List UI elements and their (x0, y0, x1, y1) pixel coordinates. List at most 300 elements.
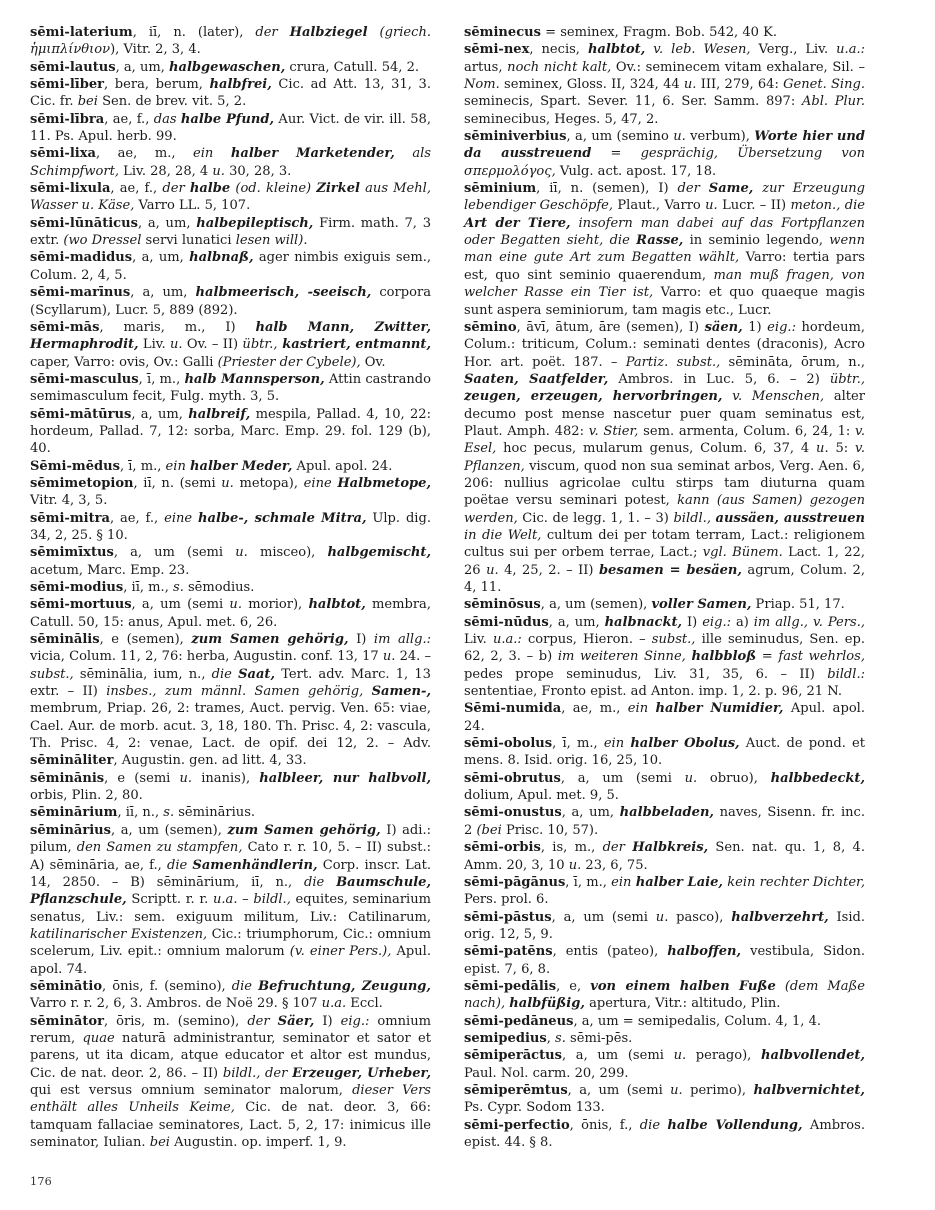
entry-citation: , a, um (semi (560, 770, 685, 786)
entry-headword: sēminātio (30, 978, 103, 994)
entry-headword: sēmi-masculus (30, 371, 139, 387)
entry-citation: corpus, Hieron. – (521, 632, 652, 648)
dictionary-entry (464, 874, 865, 909)
entry-citation: Varro: tertia pars est, quo sint seminio quaerendum, (464, 250, 865, 283)
dictionary-entry (30, 24, 431, 59)
entry-citation: Apul. apol. 74. (30, 944, 431, 977)
entry-citation: Attin castrando semimasculum fecit, Fulg. myth. 3, 5. (30, 371, 431, 405)
entry-headword: sēmi-pedāneus (464, 1013, 574, 1029)
entry-citation: Scriptt. r. r. (126, 892, 213, 908)
dictionary-entry (464, 1047, 865, 1082)
entry-gloss: halbbedeckt, (770, 770, 865, 786)
entry-gloss: halbleer, nur halbvoll, (259, 770, 431, 786)
entry-note: quae (82, 1030, 115, 1046)
entry-citation: Vulg. act. apost. 17, 18. (555, 163, 717, 179)
entry-note: noch nicht kalt, (507, 59, 612, 75)
entry-citation: a) (731, 614, 754, 630)
dictionary-entry (464, 943, 865, 978)
entry-citation: 1) (742, 319, 768, 335)
entry-headword: sēmi-mās (30, 319, 100, 335)
entry-citation: , ōnis, f. (semino), (102, 978, 232, 994)
entry-note: (od. kleine) (230, 181, 317, 197)
entry-note: u. (229, 597, 242, 613)
entry-note: u. (179, 770, 193, 786)
page-number: 176 (30, 1175, 52, 1188)
entry-note: u. (684, 770, 698, 786)
entry-citation: sententiae, Fronto epist. ad Anton. imp. 1, 2. p. 96, 21 N. (464, 684, 842, 700)
entry-citation: membra, Catull. 50, 15: anus, Apul. met. 6, 26. (30, 597, 431, 630)
entry-gloss: halbe Vollendung, (667, 1117, 803, 1133)
entry-citation: Cic. ad Att. 13, 31, 3. Cic. fr. (30, 77, 431, 110)
entry-citation: apertura, Vitr.: altitudo, Plin. (584, 996, 781, 1012)
entry-note: ein (193, 146, 231, 162)
entry-note: fast wehrlos, (778, 649, 865, 665)
entry-citation: 23, 6, 75. (581, 857, 648, 873)
entry-citation: 4, 25, 2. – II) (498, 562, 599, 578)
entry-note: u.a. (321, 996, 347, 1012)
entry-citation: sēminālia, ium, n., (73, 666, 212, 682)
entry-citation: 5: (828, 441, 856, 457)
dictionary-entry (464, 1030, 865, 1047)
entry-note: v. Pflanzen, (464, 441, 865, 474)
dictionary-entry (464, 180, 865, 319)
entry-note: Partiz. subst., (625, 354, 721, 370)
entry-gloss: Befruchtung, Zeugung, (258, 978, 431, 994)
dictionary-entry (464, 804, 865, 839)
entry-citation: seminecibus, Heges. 5, 47, 2. (464, 111, 659, 127)
entry-note: übtr., (242, 337, 278, 353)
entry-citation: pedes prope seminudus, Liv. 31, 35, 6. – II) (464, 666, 828, 682)
entry-citation: Ov. – II) (182, 337, 243, 353)
entry-note: u. (673, 129, 686, 145)
dictionary-entry (30, 770, 431, 805)
dictionary-entry (464, 909, 865, 944)
entry-citation: Pers. prol. 6. (464, 892, 549, 908)
entry-headword: sēmi-laterium (30, 25, 133, 40)
entry-citation: Tert. adv. Marc. 1, 13 extr. – II) (30, 666, 431, 700)
entry-gloss: halboffen, (667, 944, 742, 960)
entry-note: wenn man eine gute Art zum Begatten wählt, (464, 233, 865, 266)
entry-citation: Ps. Cypr. Sodom 133. (464, 1100, 605, 1116)
dictionary-entry (30, 76, 431, 111)
dictionary-entry (30, 822, 431, 978)
entry-gloss: Rasse, (636, 233, 684, 249)
entry-citation: , bera, berum, (104, 77, 210, 93)
entry-gloss: Saaten, Saatfelder, (464, 371, 609, 387)
entry-note: u. (382, 649, 396, 665)
entry-headword: Sēmi-numida (464, 701, 562, 717)
entry-gloss: halbvollendet, (761, 1048, 865, 1064)
entry-headword: sēmi-modius (30, 580, 124, 595)
entry-note: eine (303, 475, 338, 491)
entry-note: (griech. (367, 25, 431, 40)
entry-headword: sēminium (464, 181, 537, 197)
dictionary-entry (30, 215, 431, 250)
entry-gloss: halbe Pfund, (180, 111, 275, 127)
entry-headword: sēmi-mortuus (30, 597, 132, 613)
entry-citation: I) (348, 632, 374, 648)
entry-headword: sēmi-patēns (464, 944, 553, 960)
entry-citation: , a, um, (132, 250, 190, 266)
dictionary-entry (30, 59, 431, 76)
entry-headword: sēminārius (30, 822, 112, 838)
entry-citation: metopa), (233, 475, 304, 491)
entry-note: ein (165, 458, 190, 474)
dictionary-entry (30, 475, 431, 510)
entry-citation: Priap. 51, 17. (751, 597, 845, 613)
entry-gloss: halber Meder, (190, 458, 293, 474)
entry-citation: Liv. (464, 632, 493, 648)
entry-citation: verbum), (685, 129, 755, 145)
dictionary-entry (30, 631, 431, 770)
entry-citation: Varro: et quo quaeque magis sunt aspera seminiorum, tam magis etc., Lucr. (464, 285, 865, 318)
entry-citation: , iī, n. (semen), I) (536, 181, 678, 197)
entry-gloss: kastriert, entmannt, (277, 337, 431, 353)
entry-headword: sēminecus (464, 25, 541, 40)
entry-note: v. Menschen, (722, 389, 825, 405)
entry-headword: sēmi-obrutus (464, 770, 561, 786)
entry-citation: Cic. de nat. deor. 3, 66: tamquam fallaciae seminatores, Lact. 5, 2, 17: inimicus ille seminator, Iulian. (30, 1100, 431, 1150)
entry-citation: , a, um (semen), (111, 822, 228, 838)
entry-citation: , a, um (semi (113, 545, 236, 561)
entry-note: der (162, 181, 190, 197)
entry-note: man muß fragen, von welcher Rasse ein Tier ist, (464, 267, 865, 301)
entry-citation: pasco), (668, 909, 732, 925)
entry-citation: Aur. Vict. de vir. ill. 58, 11. Ps. Apul. herb. 99. (30, 111, 432, 145)
entry-gloss: halbepileptisch, (196, 215, 314, 231)
dictionary-entry (30, 319, 431, 371)
entry-note: eig.: (340, 1013, 370, 1029)
entry-headword: semipedius (464, 1030, 547, 1046)
entry-note: kann (aus Samen) gezogen werden, (464, 493, 865, 526)
entry-note: katilinarischer Existenzen, (30, 926, 208, 942)
entry-citation: , ōnis, f., (569, 1117, 640, 1133)
dictionary-entry (30, 544, 431, 579)
entry-note: u. (655, 909, 669, 925)
entry-gloss: Worte hier und da ausstreuend (464, 129, 865, 162)
entry-note: zur Erzeugung lebendiger Geschöpfe, (464, 181, 865, 214)
dictionary-entry (30, 510, 431, 545)
entry-gloss: halbfrei, (209, 77, 272, 93)
entry-note: dieser Vers enthält alles Unheils Keime, (30, 1082, 431, 1116)
entry-citation: , a, um (semi (551, 909, 656, 925)
entry-gloss: halber Marketender, (230, 146, 395, 162)
entry-citation: Cic. de legg. 1, 1. – 3) (517, 510, 674, 526)
entry-headword: sēmi-pāstus (464, 909, 552, 925)
entry-citation: dolium, Apul. met. 9, 5. (464, 788, 619, 804)
entry-gloss: Halbmetope, (337, 475, 431, 491)
entry-gloss: säen, (704, 319, 743, 335)
dictionary-entry (30, 371, 431, 406)
entry-citation: Isid. orig. 12, 5, 9. (464, 909, 865, 942)
entry-citation: cultum dei per totam terram, Lact.: religionem cultus sui per orbem terrae, Lact.; (464, 527, 865, 561)
entry-note: v. leb. Wesen, (645, 42, 751, 58)
entry-citation: perimo), (682, 1082, 754, 1098)
entry-note: im weiteren Sinne, (557, 649, 692, 665)
left-text-column (30, 24, 431, 1151)
entry-gloss: zum Samen gehörig, (227, 822, 381, 838)
entry-note: Genet. Sing. (783, 77, 865, 93)
entry-note: u. (670, 1082, 683, 1098)
dictionary-entry (30, 111, 431, 146)
entry-note: in die Welt, (464, 527, 542, 543)
entry-note: eig.: (702, 614, 731, 630)
dictionary-entry (464, 1117, 865, 1152)
dictionary-entry (30, 579, 431, 596)
entry-citation: Paul. Nol. carm. 20, 299. (464, 1065, 629, 1081)
entry-gloss: halbverzehrt, (731, 909, 829, 925)
entry-headword: sēmi-orbis (464, 840, 541, 856)
entry-gloss: halbbloß (691, 649, 757, 665)
entry-note: die (231, 978, 259, 994)
entry-citation: I) (682, 614, 703, 630)
entry-gloss: halbgewaschen, (169, 59, 286, 75)
entry-citation: Plaut., Varro (613, 198, 706, 214)
entry-citation: caper, Varro: ovis, Ov.: Galli (30, 354, 218, 370)
entry-headword: sēmi-perfectio (464, 1117, 570, 1133)
entry-note: u. (235, 545, 248, 561)
entry-citation: agrum, Colum. 2, 4, 11. (464, 562, 865, 595)
entry-citation: , ī, m., (138, 371, 185, 387)
entry-citation: Liv. 28, 28, 4 (119, 163, 213, 179)
entry-headword: sēminiverbius (464, 129, 567, 145)
entry-citation: Varro r. r. 2, 6, 3. Ambros. de Noë 29. § 107 (30, 996, 322, 1012)
entry-citation: 24. – (395, 649, 431, 665)
entry-citation: Vitr. 4, 3, 5. (30, 493, 108, 509)
entry-note: v. Stier, (588, 423, 639, 439)
entry-citation: , entis (pateo), (552, 944, 668, 960)
entry-gloss: Samenhändlerin, (192, 857, 318, 873)
entry-citation: hoc pecus, mularum genus, Colum. 6, 37, 4 (496, 441, 817, 457)
entry-citation: Cic.: triumphorum, Cic.: omnium scelerum, Liv. epit.: omnium malorum (30, 926, 431, 960)
dictionary-entry (464, 24, 865, 41)
entry-note: die (639, 1117, 668, 1133)
entry-headword: sēmi-obolus (464, 736, 553, 752)
entry-citation: Sen. nat. qu. 1, 8, 4. Amm. 20, 3, 10 (464, 840, 865, 873)
entry-headword: sēmi-nex (464, 42, 530, 58)
entry-citation: = (591, 146, 641, 162)
entry-gloss: zeugen, erzeugen, hervorbringen, (464, 389, 723, 405)
entry-citation: viscum, quod non sua seminat arbos, Verg. Aen. 6, 206: nullius agricolae cultu stirps tam diuturna quam poëtae versu seminari potest, (464, 458, 865, 509)
entry-gloss: Säer, (277, 1013, 315, 1029)
entry-note: die (211, 666, 239, 682)
entry-gloss: halbtot, (587, 42, 646, 58)
entry-citation: seminecis, Spart. Sever. 11, 6. Ser. Samm. 897: (464, 94, 802, 110)
entry-gloss: halbnaß, (189, 250, 254, 266)
entry-note: meton., die (790, 198, 865, 214)
dictionary-entry (30, 249, 431, 284)
entry-note: (bei (476, 822, 502, 838)
dictionary-entry (464, 614, 865, 701)
entry-citation: Lucr. – II) (717, 198, 791, 214)
dictionary-entry (30, 406, 431, 458)
entry-gloss: halbfüßig, (509, 996, 585, 1012)
entry-note: im allg.: (373, 632, 432, 648)
entry-note: der (602, 840, 633, 856)
entry-citation: , necis, (529, 42, 588, 58)
entry-gloss: Art der Tiere, (464, 215, 571, 231)
entry-note: der (255, 25, 290, 40)
dictionary-entry (464, 596, 865, 613)
entry-headword: sēmi-mitra (30, 510, 110, 526)
entry-note: insofern man dabei auf das Fortpflanzen oder Begatten sieht, die (464, 215, 866, 249)
entry-citation: Ulp. dig. 34, 2, 25. § 10. (30, 510, 431, 543)
entry-greek: σπερμολόγος, (464, 163, 556, 179)
dictionary-entry (30, 458, 431, 475)
entry-note: u. (705, 198, 718, 214)
entry-citation: , iī, n. (later), (132, 25, 256, 40)
entry-note: die (166, 857, 193, 873)
entry-note: Nom. (464, 77, 500, 93)
entry-citation: I) adi.: pilum, (30, 822, 431, 856)
entry-gloss: halber Obolus, (630, 736, 740, 752)
entry-citation: , āvī, ātum, āre (semen), I) (516, 319, 705, 335)
entry-citation: artus, (464, 59, 508, 75)
entry-citation: crura, Catull. 54, 2. (285, 59, 420, 75)
entry-citation: , a, um (semino (566, 129, 674, 145)
entry-citation: Ov.: seminecem vitam exhalare, Sil. – (611, 59, 865, 75)
entry-note: u. (170, 337, 183, 353)
entry-gloss: halbe-, schmale Mitra, (198, 510, 367, 526)
entry-citation: in seminio legendo, (683, 233, 830, 249)
dictionary-entry (464, 770, 865, 805)
entry-note: Abl. Plur. (801, 94, 865, 110)
entry-citation: Varro LL. 5, 107. (134, 198, 251, 214)
entry-citation: omnium rerum, (30, 1013, 431, 1046)
entry-note: der (677, 181, 709, 197)
entry-note: s. (163, 805, 175, 821)
entry-citation: , maris, m., I) (99, 319, 256, 335)
entry-note: u. (683, 77, 697, 93)
entry-citation: ille seminudus, Sen. ep. 62, 2, 3. – b) (464, 632, 865, 665)
entry-note: (v. einer Pers.), (289, 944, 392, 960)
entry-headword: sēminārium (30, 805, 118, 821)
dictionary-entry (30, 180, 431, 215)
entry-note: der (247, 1013, 278, 1029)
entry-gloss: halbnackt, (604, 614, 683, 630)
entry-note: u. (673, 1048, 687, 1064)
entry-citation: corpora (Scyllarum), Lucr. 5, 889 (892). (30, 285, 431, 318)
entry-headword: sēmi-lixa (30, 146, 96, 162)
entry-gloss: zum Samen gehörig, (191, 632, 349, 648)
entry-citation: mespila, Pallad. 4, 10, 22: hordeum, Pallad. 7, 12: sorba, Marc. Emp. 29. fol. 129 (b), 40. (30, 406, 432, 457)
entry-citation: , a, um (semi (561, 1048, 674, 1064)
dictionary-entry (30, 145, 431, 180)
entry-citation: , ī, m., (119, 458, 166, 474)
entry-gloss: Samen-, (371, 684, 431, 700)
entry-citation: ager nimbis exiguis sem., Colum. 2, 4, 5. (30, 250, 431, 283)
entry-gloss: Halbkreis, (632, 840, 709, 856)
entry-headword: sēmi-onustus (464, 805, 562, 821)
entry-headword: sēmi-lūnāticus (30, 215, 138, 231)
entry-gloss: Same, (708, 181, 754, 197)
entry-citation: , ī, m., (565, 874, 612, 890)
dictionary-entry (30, 284, 431, 319)
entry-gloss: halb Mannsperson, (184, 371, 325, 387)
page-columns (30, 24, 905, 1150)
entry-headword: sēmi-līber (30, 77, 105, 93)
entry-headword: sēmi-lībra (30, 111, 105, 127)
entry-gloss: halbgemischt, (327, 545, 431, 561)
entry-headword: sēmi-marīnus (30, 285, 131, 301)
entry-citation: acetum, Marc. Emp. 23. (30, 562, 190, 578)
entry-citation: Auct. de pond. et mens. 8. Isid. orig. 16, 25, 10. (464, 736, 865, 769)
entry-headword: sēmino (464, 319, 517, 335)
entry-note: übtr., (829, 371, 865, 387)
entry-citation: sēmināta, ōrum, n., (720, 354, 866, 370)
entry-citation: inanis), (192, 770, 260, 786)
entry-citation: , a, um, (130, 285, 196, 301)
entry-note: bei (149, 1135, 170, 1150)
entry-citation: , ī, m., (552, 736, 604, 752)
entry-citation: , Augustin. gen. ad litt. 4, 33. (113, 753, 307, 769)
entry-headword: sēmi-nūdus (464, 614, 549, 630)
entry-note: u. (816, 441, 829, 457)
entry-gloss: halbtot, (308, 597, 366, 613)
entry-citation: Eccl. (346, 996, 383, 1012)
entry-headword: sēmimetopion (30, 475, 134, 491)
entry-citation: , ōris, m. (semino), (103, 1013, 248, 1029)
entry-note: u.a.: (492, 632, 522, 648)
entry-citation: Augustin. op. imperf. 1, 9. (169, 1135, 347, 1150)
dictionary-entry (30, 1013, 431, 1152)
entry-citation: vestibula, Sidon. epist. 7, 6, 8. (464, 944, 866, 977)
entry-gloss: Baumschule, Pflanzschule, (30, 874, 431, 908)
entry-citation: , e, (556, 978, 591, 994)
entry-gloss: Zirkel (316, 181, 360, 197)
entry-citation: orbis, Plin. 2, 80. (30, 788, 143, 804)
entry-gloss: halbbeladen, (619, 805, 714, 821)
entry-headword: Sēmi-mēdus (30, 458, 120, 474)
entry-note: als Schimpfwort, (30, 146, 431, 179)
dictionary-entry (464, 41, 865, 128)
entry-citation: sēmodius. (183, 580, 255, 595)
entry-note: lesen will). (235, 233, 308, 249)
dictionary-entry (30, 596, 431, 631)
entry-note: u. (212, 163, 225, 179)
entry-headword: sēmi-pāgānus (464, 874, 566, 890)
entry-note: insbes., zum männl. Samen gehörig, (106, 684, 372, 700)
entry-citation: , a, um, (137, 215, 197, 231)
entry-gloss: Halbziegel (289, 25, 368, 40)
entry-gloss: besamen = besäen, (598, 562, 742, 578)
entry-citation: , iī, n., (117, 805, 164, 821)
entry-citation: , a, um, (561, 805, 620, 821)
entry-citation: misceo), (247, 545, 328, 561)
entry-citation: Ambros. in Luc. 5, 6. – 2) (608, 371, 830, 387)
entry-gloss: Saat, (238, 666, 275, 682)
entry-citation: sēmi-pēs. (565, 1030, 633, 1046)
entry-note: bildl., der (222, 1065, 293, 1081)
entry-note: (wo Dressel (63, 233, 142, 249)
entry-note: vgl. Bünem. (702, 545, 783, 561)
entry-greek: ἡμιπλίνθιον (30, 42, 111, 58)
entry-note: (Priester der Cybele), (217, 354, 361, 370)
dictionary-entry (464, 1082, 865, 1117)
entry-headword: sēminātor (30, 1013, 104, 1029)
entry-citation: Lact. 1, 22, 26 (464, 545, 866, 578)
entry-gloss: halb Mann, Zwitter, Hermaphrodit, (30, 319, 431, 353)
entry-citation: naturā administrantur, seminator et sator et parens, ut ita dicam, atque educator et altor est mundus, Cic. de nat. deor. 2, 86. – II) (30, 1030, 431, 1081)
dictionary-entry (464, 978, 865, 1013)
entry-headword: sēmiperēmtus (464, 1082, 568, 1098)
entry-citation: ), Vitr. 2, 3, 4. (110, 42, 201, 58)
entry-citation: Prisc. 10, 57). (501, 822, 599, 838)
entry-citation: vicia, Colum. 11, 2, 76: herba, Augustin. conf. 13, 17 (30, 649, 383, 665)
entry-citation: servi lunatici (141, 233, 236, 249)
entry-citation: , ae, f., (104, 111, 154, 127)
entry-gloss: aussäen, ausstreuen (715, 510, 865, 526)
